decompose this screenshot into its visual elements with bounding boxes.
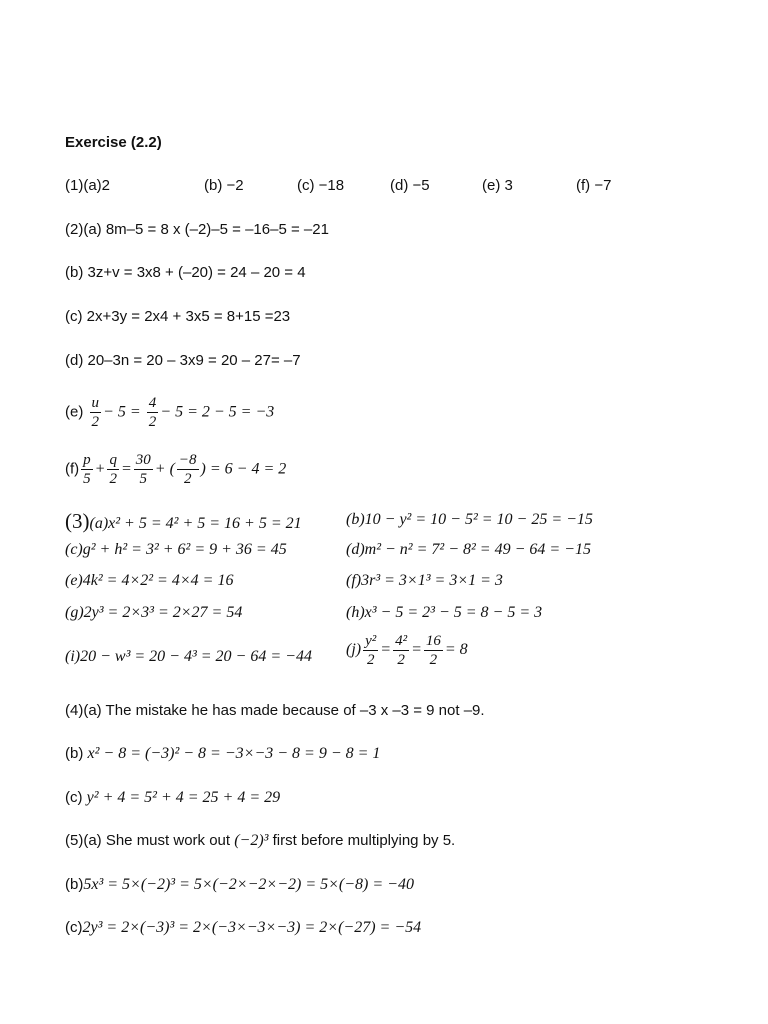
q2-f <box>65 451 286 488</box>
fraction-denominator: 2 <box>429 652 438 668</box>
q1-c: (c) −18 <box>297 177 345 194</box>
q3-e: (e)4k² = 4×2² = 4×4 = 16 <box>65 572 234 589</box>
q5-a-expression: (−2)³ <box>234 832 269 849</box>
q3-j <box>346 632 468 669</box>
expression: − 5 = 2 − 5 = −3 <box>160 403 275 421</box>
fraction <box>393 632 409 669</box>
q5-b-expression: 5x³ = 5×(−2)³ = 5×(−2×−2×−2) = 5×(−8) = −40 <box>83 876 414 893</box>
exercise-title: Exercise (2.2) <box>65 134 162 151</box>
q5-a-text: (5)(a) She must work out <box>65 832 235 849</box>
fraction <box>177 451 199 488</box>
fraction-numerator: 4² <box>395 633 408 649</box>
expression: − 5 = <box>103 403 141 421</box>
fraction <box>81 451 93 488</box>
expression: = <box>120 460 132 478</box>
fraction-numerator: 16 <box>425 633 441 649</box>
q2-a: (2)(a) 8m–5 = 8 x (–2)–5 = –16–5 = –21 <box>65 221 329 238</box>
q2-d: (d) 20–3n = 20 – 3x9 = 20 – 27= –7 <box>65 352 301 369</box>
q1-b: (b) −2 <box>204 177 244 194</box>
expression: ) = 6 − 4 = 2 <box>200 460 287 478</box>
q3-label: (3) <box>65 509 90 533</box>
q4-c <box>65 788 280 808</box>
q4-b-label: (b) <box>65 745 84 762</box>
q5-a <box>65 831 455 851</box>
q3-a-expression: (a)x² + 5 = 4² + 5 = 16 + 5 = 21 <box>89 515 302 532</box>
q3-j-label: (j) <box>346 641 362 659</box>
q1-f: (f) −7 <box>576 177 612 194</box>
q2-e <box>65 394 274 431</box>
q4-c-expression: y² + 4 = 5² + 4 = 25 + 4 = 29 <box>86 789 281 806</box>
q5-b <box>65 875 414 895</box>
expression: = <box>411 641 422 659</box>
q3-h: (h)x³ − 5 = 2³ − 5 = 8 − 5 = 3 <box>346 604 543 621</box>
fraction-numerator: q <box>109 452 117 468</box>
fraction-denominator: 2 <box>183 471 192 487</box>
q5-b-label: (b) <box>65 876 84 893</box>
q1-a: (1)(a)2 <box>65 177 111 194</box>
q2-f-label: (f) <box>65 460 80 478</box>
q3-c: (c)g² + h² = 3² + 6² = 9 + 36 = 45 <box>65 541 287 558</box>
fraction <box>107 451 119 488</box>
fraction <box>363 632 378 669</box>
q1-d: (d) −5 <box>390 177 430 194</box>
q5-c <box>65 918 421 938</box>
q3-b: (b)10 − y² = 10 − 5² = 10 − 25 = −15 <box>346 511 593 528</box>
q5-c-expression: 2y³ = 2×(−3)³ = 2×(−3×−3×−3) = 2×(−27) = −54 <box>82 919 422 936</box>
q3-g: (g)2y³ = 2×3³ = 2×27 = 54 <box>65 604 243 621</box>
fraction <box>424 632 443 669</box>
fraction-numerator: p <box>83 452 91 468</box>
q4-c-label: (c) <box>65 789 83 806</box>
fraction-numerator: −8 <box>178 452 197 468</box>
fraction-numerator: y² <box>365 633 377 649</box>
q4-b <box>65 744 380 764</box>
q1-e: (e) 3 <box>482 177 513 194</box>
q4-b-expression: x² − 8 = (−3)² − 8 = −3×−3 − 8 = 9 − 8 = 1 <box>87 745 381 762</box>
q3-d: (d)m² − n² = 7² − 8² = 49 − 64 = −15 <box>346 541 591 558</box>
fraction <box>90 394 102 431</box>
expression: = <box>380 641 392 659</box>
fraction-numerator: u <box>91 395 100 411</box>
q5-c-label: (c) <box>65 919 83 936</box>
fraction-denominator: 2 <box>91 414 100 430</box>
q4-a: (4)(a) The mistake he has made because of –3 x –3 = 9 not –9. <box>65 702 485 719</box>
fraction-numerator: 4 <box>148 395 157 411</box>
fraction-denominator: 5 <box>83 471 91 487</box>
expression: + <box>94 460 106 478</box>
fraction <box>147 394 159 431</box>
q3-a <box>65 509 302 534</box>
expression: = 8 <box>444 641 468 659</box>
q3-i: (i)20 − w³ = 20 − 4³ = 20 − 64 = −44 <box>65 648 312 665</box>
fraction-denominator: 2 <box>397 652 405 668</box>
fraction-denominator: 2 <box>148 414 157 430</box>
q2-c: (c) 2x+3y = 2x4 + 3x5 = 8+15 =23 <box>65 308 291 325</box>
fraction-denominator: 5 <box>139 471 148 487</box>
fraction-denominator: 2 <box>366 652 375 668</box>
q3-f: (f)3r³ = 3×1³ = 3×1 = 3 <box>346 572 503 589</box>
fraction-denominator: 2 <box>109 471 117 487</box>
fraction <box>134 451 153 488</box>
q5-a-text-end: first before multiplying by 5. <box>268 832 456 849</box>
expression: + ( <box>154 460 175 478</box>
q2-b: (b) 3z+v = 3x8 + (–20) = 24 – 20 = 4 <box>65 264 306 281</box>
q2-e-label: (e) <box>65 403 84 421</box>
fraction-numerator: 30 <box>135 452 151 468</box>
